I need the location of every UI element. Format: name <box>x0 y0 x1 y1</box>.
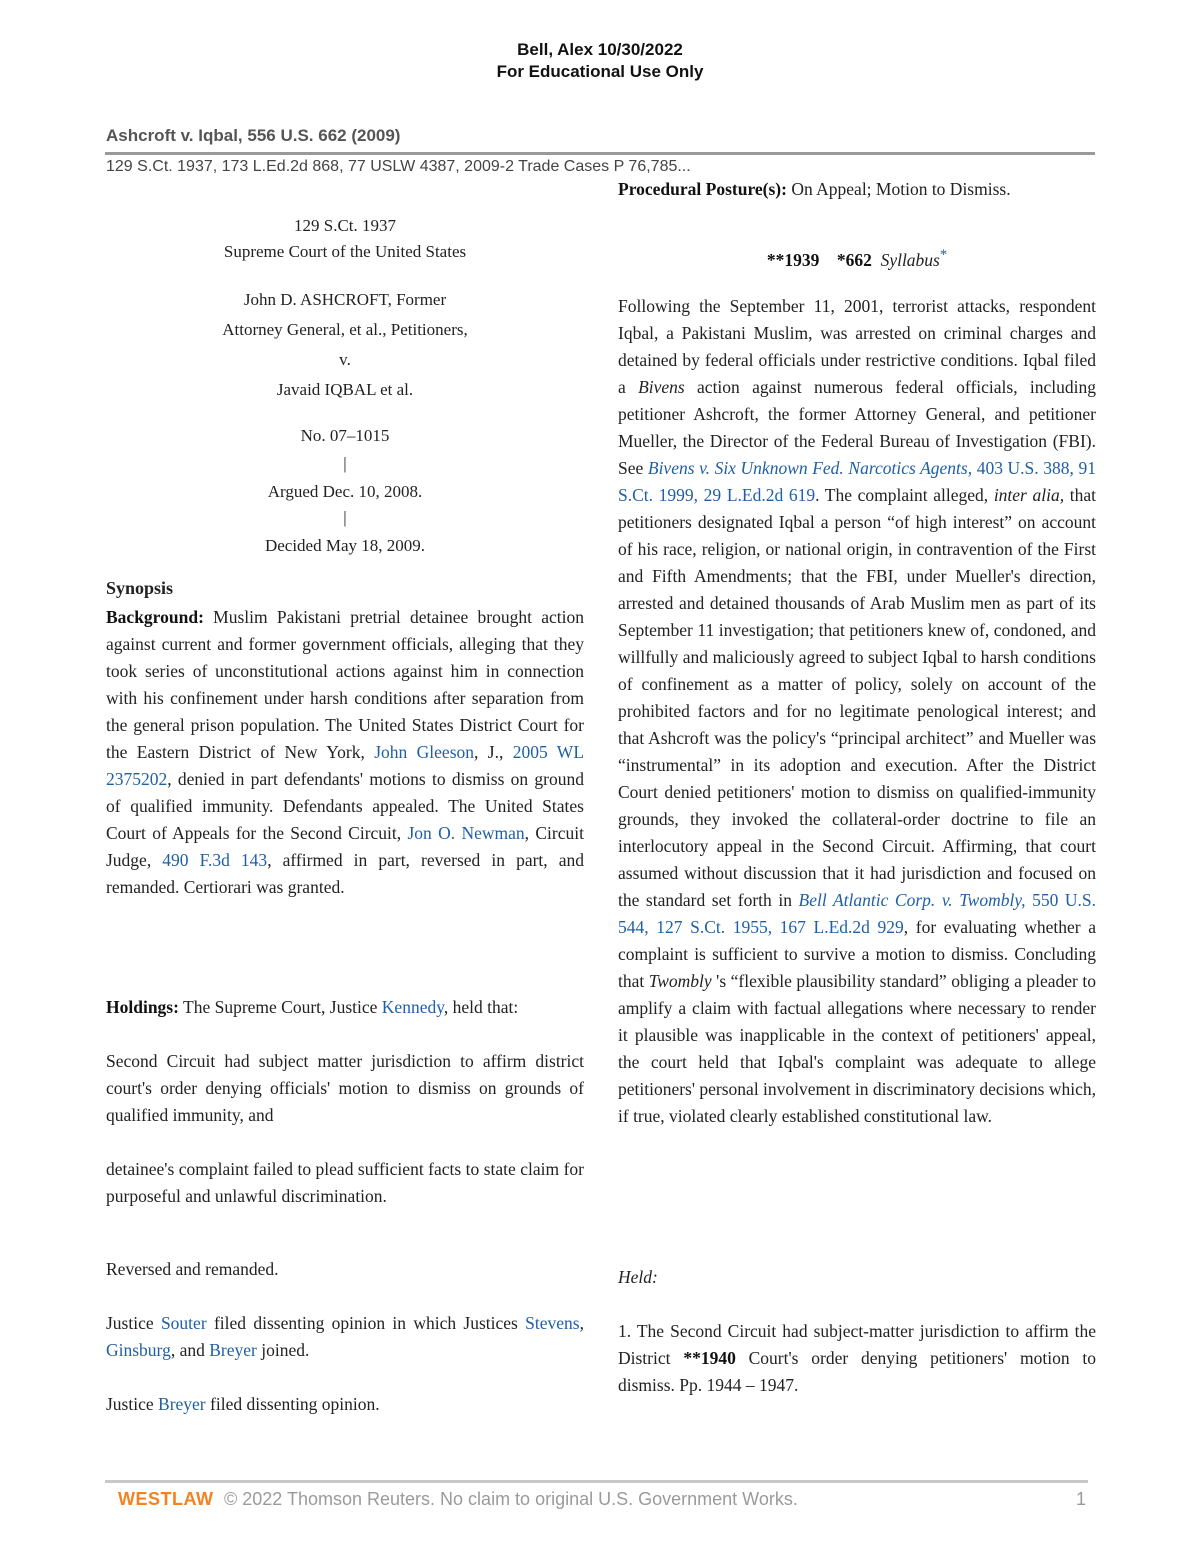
posture-text: On Appeal; Motion to Dismiss. <box>786 179 1011 199</box>
twombly-italic: Twombly <box>648 971 712 991</box>
posture-label: Procedural Posture(s): <box>618 179 787 199</box>
link-john-gleeson[interactable]: John Gleeson <box>374 742 475 762</box>
dissent-text: filed dissenting opinion. <box>205 1394 380 1414</box>
background-text: Muslim Pakistani pretrial detainee brought action against current and former government officials, alleging that they took series of unconstitutional actions against him in connection with his confinement under harsh conditions after separation from the general prison population. The United States District Court for the Eastern District of New York, <box>106 607 584 762</box>
copyright-notice: © 2022 Thomson Reuters. No claim to original U.S. Government Works. <box>224 1489 798 1509</box>
held-text: Court's order denying petitioners' motion to dismiss. Pp. 1944 – 1947. <box>618 1348 1096 1395</box>
link-2005-wl[interactable]: 2005 WL 2375202 <box>106 742 585 789</box>
bivens-case-name: Bivens v. Six Unknown Fed. Narcotics Agents, <box>647 458 973 478</box>
syllabus-text: 's “flexible plausibility standard” obliging a pleader to amplify a claim with factual allegations where necessary to render it plausible was inapplicable in the context of petitioners' appeal, the court held that Iqbal's complaint was adequate to allege petitioners' personal involvement in discriminatory decisions which, if true, violated clearly established constitutional law. <box>618 971 1096 1126</box>
separator: | <box>343 508 347 527</box>
syllabus-label: Syllabus <box>880 249 940 270</box>
syllabus-text: . The complaint alleged, <box>815 485 994 505</box>
holdings-label: Holdings: <box>106 997 179 1017</box>
syllabus-text: that petitioners designated Iqbal a person “of high interest” on account of his race, religion, or national origin, in contravention of the First and Fifth Amendments; that the FBI, under Mueller's direction, arrested and detained thousands of Arab Muslim men as part of its September 11 investigation; that petitioners knew of, condoned, and willfully and maliciously agreed to subject Iqbal to harsh conditions of confinement as a matter of policy, solely on account of the prohibited factors and for no legitimate penological interest; and that Ashcroft was the policy's “principal architect” and Mueller was “instrumental” in its adoption and execution. After the District Court denied petitioners' motion to dismiss on qualified-immunity grounds, they invoked the collateral-order doctrine to file an interlocutory appeal in the Second Circuit. Affirming, that court assumed without discussion that it had jurisdiction and focused on the standard set forth in <box>618 485 1096 910</box>
holdings-text: , held that: <box>443 997 519 1017</box>
versus: v. <box>339 350 351 369</box>
holdings-text: The Supreme Court, Justice <box>178 997 382 1017</box>
decided-date: Decided May 18, 2009. <box>264 536 426 555</box>
footer-rule <box>105 1480 1088 1483</box>
syllabus-text: action against numerous federal officials, including petitioner Ashcroft, the former Attorney General, and petitioner Mueller, the Director of the Federal Bureau of Investigation (FBI). See <box>618 377 1096 478</box>
holding-1: Second Circuit had subject matter jurisdiction to affirm district court's order denying officials' motion to dismiss on grounds of qualified immunity, and <box>106 1051 584 1125</box>
case-title: Ashcroft v. Iqbal, 556 U.S. 662 (2009) <box>106 126 401 145</box>
header-user-line: Bell, Alex 10/30/2022 <box>517 40 683 59</box>
court-name: Supreme Court of the United States <box>223 242 467 261</box>
star-page-662: *662 <box>836 249 872 270</box>
synopsis-heading: Synopsis <box>106 578 174 598</box>
dissent-text: , <box>579 1313 584 1333</box>
syllabus-text: , for evaluating whether a complaint is sufficient to survive a motion to dismiss. Concluding that <box>618 917 1096 991</box>
background-text: , denied in part defendants' motions to dismiss on ground of qualified immunity. Defendants appealed. The United States Court of Appeals for the Second Circuit, <box>106 769 584 843</box>
argued-date: Argued Dec. 10, 2008. <box>267 482 423 501</box>
held-paragraph-1 <box>618 1318 1096 1399</box>
title-rule <box>105 152 1095 155</box>
held-label <box>618 1264 1096 1291</box>
dissent-text: filed dissenting opinion in which Justices <box>206 1313 526 1333</box>
background-text: , affirmed in part, reversed in part, and remanded. Certiorari was granted. <box>106 850 585 897</box>
background-paragraph <box>106 604 584 901</box>
link-stevens[interactable]: Stevens <box>525 1313 580 1333</box>
bivens-italic: Bivens <box>638 377 685 397</box>
twombly-case-cite: 550 U.S. 544, 127 S.Ct. 1955, 167 L.Ed.2d 929 <box>618 890 1096 937</box>
link-490-f3d[interactable]: 490 F.3d 143 <box>162 850 268 870</box>
procedural-posture <box>618 176 1096 203</box>
bivens-case-cite: 403 U.S. 388, 91 S.Ct. 1999, 29 L.Ed.2d 619 <box>618 458 1096 505</box>
held-text: 1. The Second Circuit had subject-matter jurisdiction to affirm the District <box>618 1321 1096 1368</box>
syllabus-paragraph <box>618 293 1096 1130</box>
background-label: Background: <box>106 607 204 627</box>
holding-2: detainee's complaint failed to plead sufficient facts to state claim for purposeful and unlawful discrimination. <box>106 1159 584 1206</box>
holdings-intro <box>106 994 584 1021</box>
link-breyer[interactable]: Breyer <box>209 1340 257 1360</box>
syllabus-text: Following the September 11, 2001, terrorist attacks, respondent Iqbal, a Pakistani Muslim, was arrested on criminal charges and detained by federal officials under restrictive conditions. Iqbal filed a <box>618 296 1096 397</box>
held-italic: Held: <box>618 1267 658 1287</box>
party-petitioner-line2: Attorney General, et al., Petitioners, <box>222 320 468 339</box>
dissent-text: joined. <box>256 1340 310 1360</box>
dissent-text: , and <box>170 1340 210 1360</box>
syllabus-footnote-link[interactable]: * <box>939 247 948 263</box>
parallel-citations: 129 S.Ct. 1937, 173 L.Ed.2d 868, 77 USLW 4387, 2009-2 Trade Cases P 76,785... <box>106 158 691 175</box>
party-petitioner-line1: John D. ASHCROFT, Former <box>243 290 447 309</box>
syllabus-heading <box>618 247 1096 271</box>
dissent-text: Justice <box>106 1313 161 1333</box>
twombly-case-name: Bell Atlantic Corp. v. Twombly, <box>798 890 1026 910</box>
reporter-cite: 129 S.Ct. 1937 <box>293 216 397 235</box>
page-number: 1 <box>1076 1489 1087 1509</box>
party-respondent: Javaid IQBAL et al. <box>276 380 414 399</box>
disposition: Reversed and remanded. <box>106 1259 279 1279</box>
star-page-1940: **1940 <box>683 1348 736 1368</box>
background-text: , J., <box>474 742 513 762</box>
inter-alia-italic: inter alia, <box>993 485 1065 505</box>
westlaw-logo: WESTLAW <box>118 1489 214 1509</box>
link-kennedy[interactable]: Kennedy <box>381 997 444 1017</box>
star-page-1939: **1939 <box>766 249 820 270</box>
link-souter[interactable]: Souter <box>160 1313 207 1333</box>
link-breyer[interactable]: Breyer <box>158 1394 206 1414</box>
dissent-text: Justice <box>106 1394 159 1414</box>
separator: | <box>343 454 347 473</box>
background-text: , Circuit Judge, <box>106 823 584 870</box>
dissent-souter <box>106 1310 584 1364</box>
link-ginsburg[interactable]: Ginsburg <box>106 1340 171 1360</box>
link-jon-newman[interactable]: Jon O. Newman <box>407 823 525 843</box>
header-use-line: For Educational Use Only <box>496 62 704 81</box>
docket-number: No. 07–1015 <box>300 426 390 445</box>
dissent-breyer <box>106 1391 584 1418</box>
